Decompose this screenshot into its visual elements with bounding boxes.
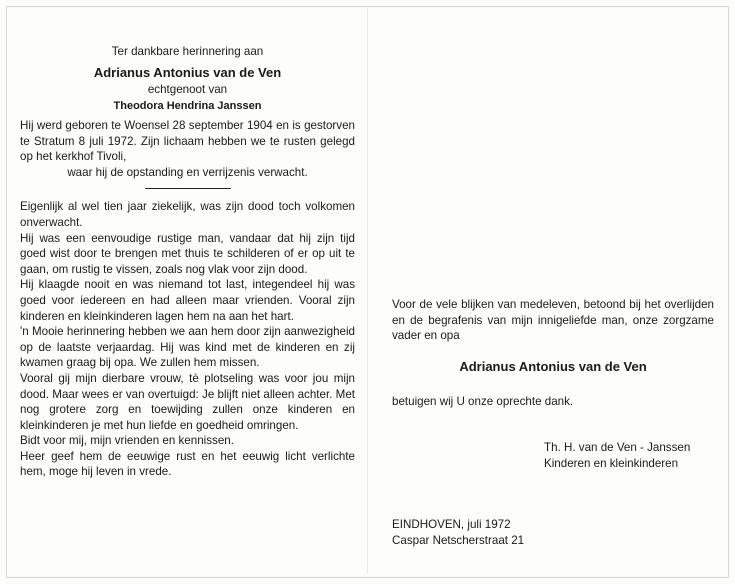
deceased-name-right: Adrianus Antonius van de Ven	[459, 358, 647, 374]
bio-text: Hij werd geboren te Woensel 28 september 1904 en is gestorven te Stratum 8 juli 1972. Zijn lichaam hebben we te rusten gelegd op het kerkhof Tivoli,	[20, 119, 355, 164]
signer-spouse: Th. H. van de Ven - Janssen	[544, 440, 691, 454]
signers	[544, 440, 714, 471]
left-panel	[20, 44, 355, 480]
signer-family: Kinderen en kleinkinderen	[544, 456, 679, 470]
place-date: EINDHOVEN, juli 1972	[392, 518, 511, 532]
spouse-name: Theodora Hendrina Janssen	[113, 100, 262, 112]
paragraph: Vooral gij mijn dierbare vrouw, tè plotseling was voor jou mijn dood. Maar wees er van overtuigd: Je blijft niet alleen achter. Met nog grotere zorg en toewijding zullen onze kinderen en kleinkinderen je met hun liefde en goedheid omringen.	[20, 371, 355, 432]
paragraph: 'n Mooie herinnering hebben we aan hem door zijn aanwezigheid op de laatste verjaardag. Hij was kind met de kinderen en zij kwamen graag bij opa. We zullen hem missen.	[20, 325, 355, 370]
right-panel	[392, 297, 714, 548]
relation-line: echtgenoot van	[147, 83, 228, 96]
paragraph: Hij klaagde nooit en was niemand tot last, integendeel hij was goed voor iedereen en had alleen maar vrienden. Vooral zijn kinderen en kleinkinderen lagen hem na aan het hart.	[20, 278, 355, 323]
paragraph: Bidt voor mij, mijn vrienden en kennissen.	[20, 434, 234, 448]
address: Caspar Netscherstraat 21	[392, 533, 525, 547]
divider	[145, 188, 231, 189]
card-fold	[367, 8, 368, 574]
deceased-name: Adrianus Antonius van de Ven	[93, 65, 282, 80]
notice-text: Voor de vele blijken van medeleven, betoond bij het overlijden en de begrafenis van mijn innigeliefde man, onze zorgzame vader en opa	[392, 298, 714, 343]
paragraph: Hij was een eenvoudige rustige man, vandaar dat hij zijn tijd goed wist door te brengen met thuis te schilderen of er op uit te gaan, om rustig te vissen, zoals nog vlak voor zijn dood.	[20, 231, 355, 276]
bio-last-line: waar hij de opstanding en verrijzenis verwacht.	[67, 165, 308, 179]
intro-line: Ter dankbare herinnering aan	[111, 45, 264, 58]
paragraph: Eigenlijk al wel tien jaar ziekelijk, was zijn dood toch volkomen onverwacht.	[20, 200, 355, 229]
paragraph: Heer geef hem de eeuwige rust en het eeuwig licht verlichte hem, moge hij leven in vrede.	[20, 449, 355, 479]
thanks-line: betuigen wij U onze oprechte dank.	[392, 395, 574, 409]
